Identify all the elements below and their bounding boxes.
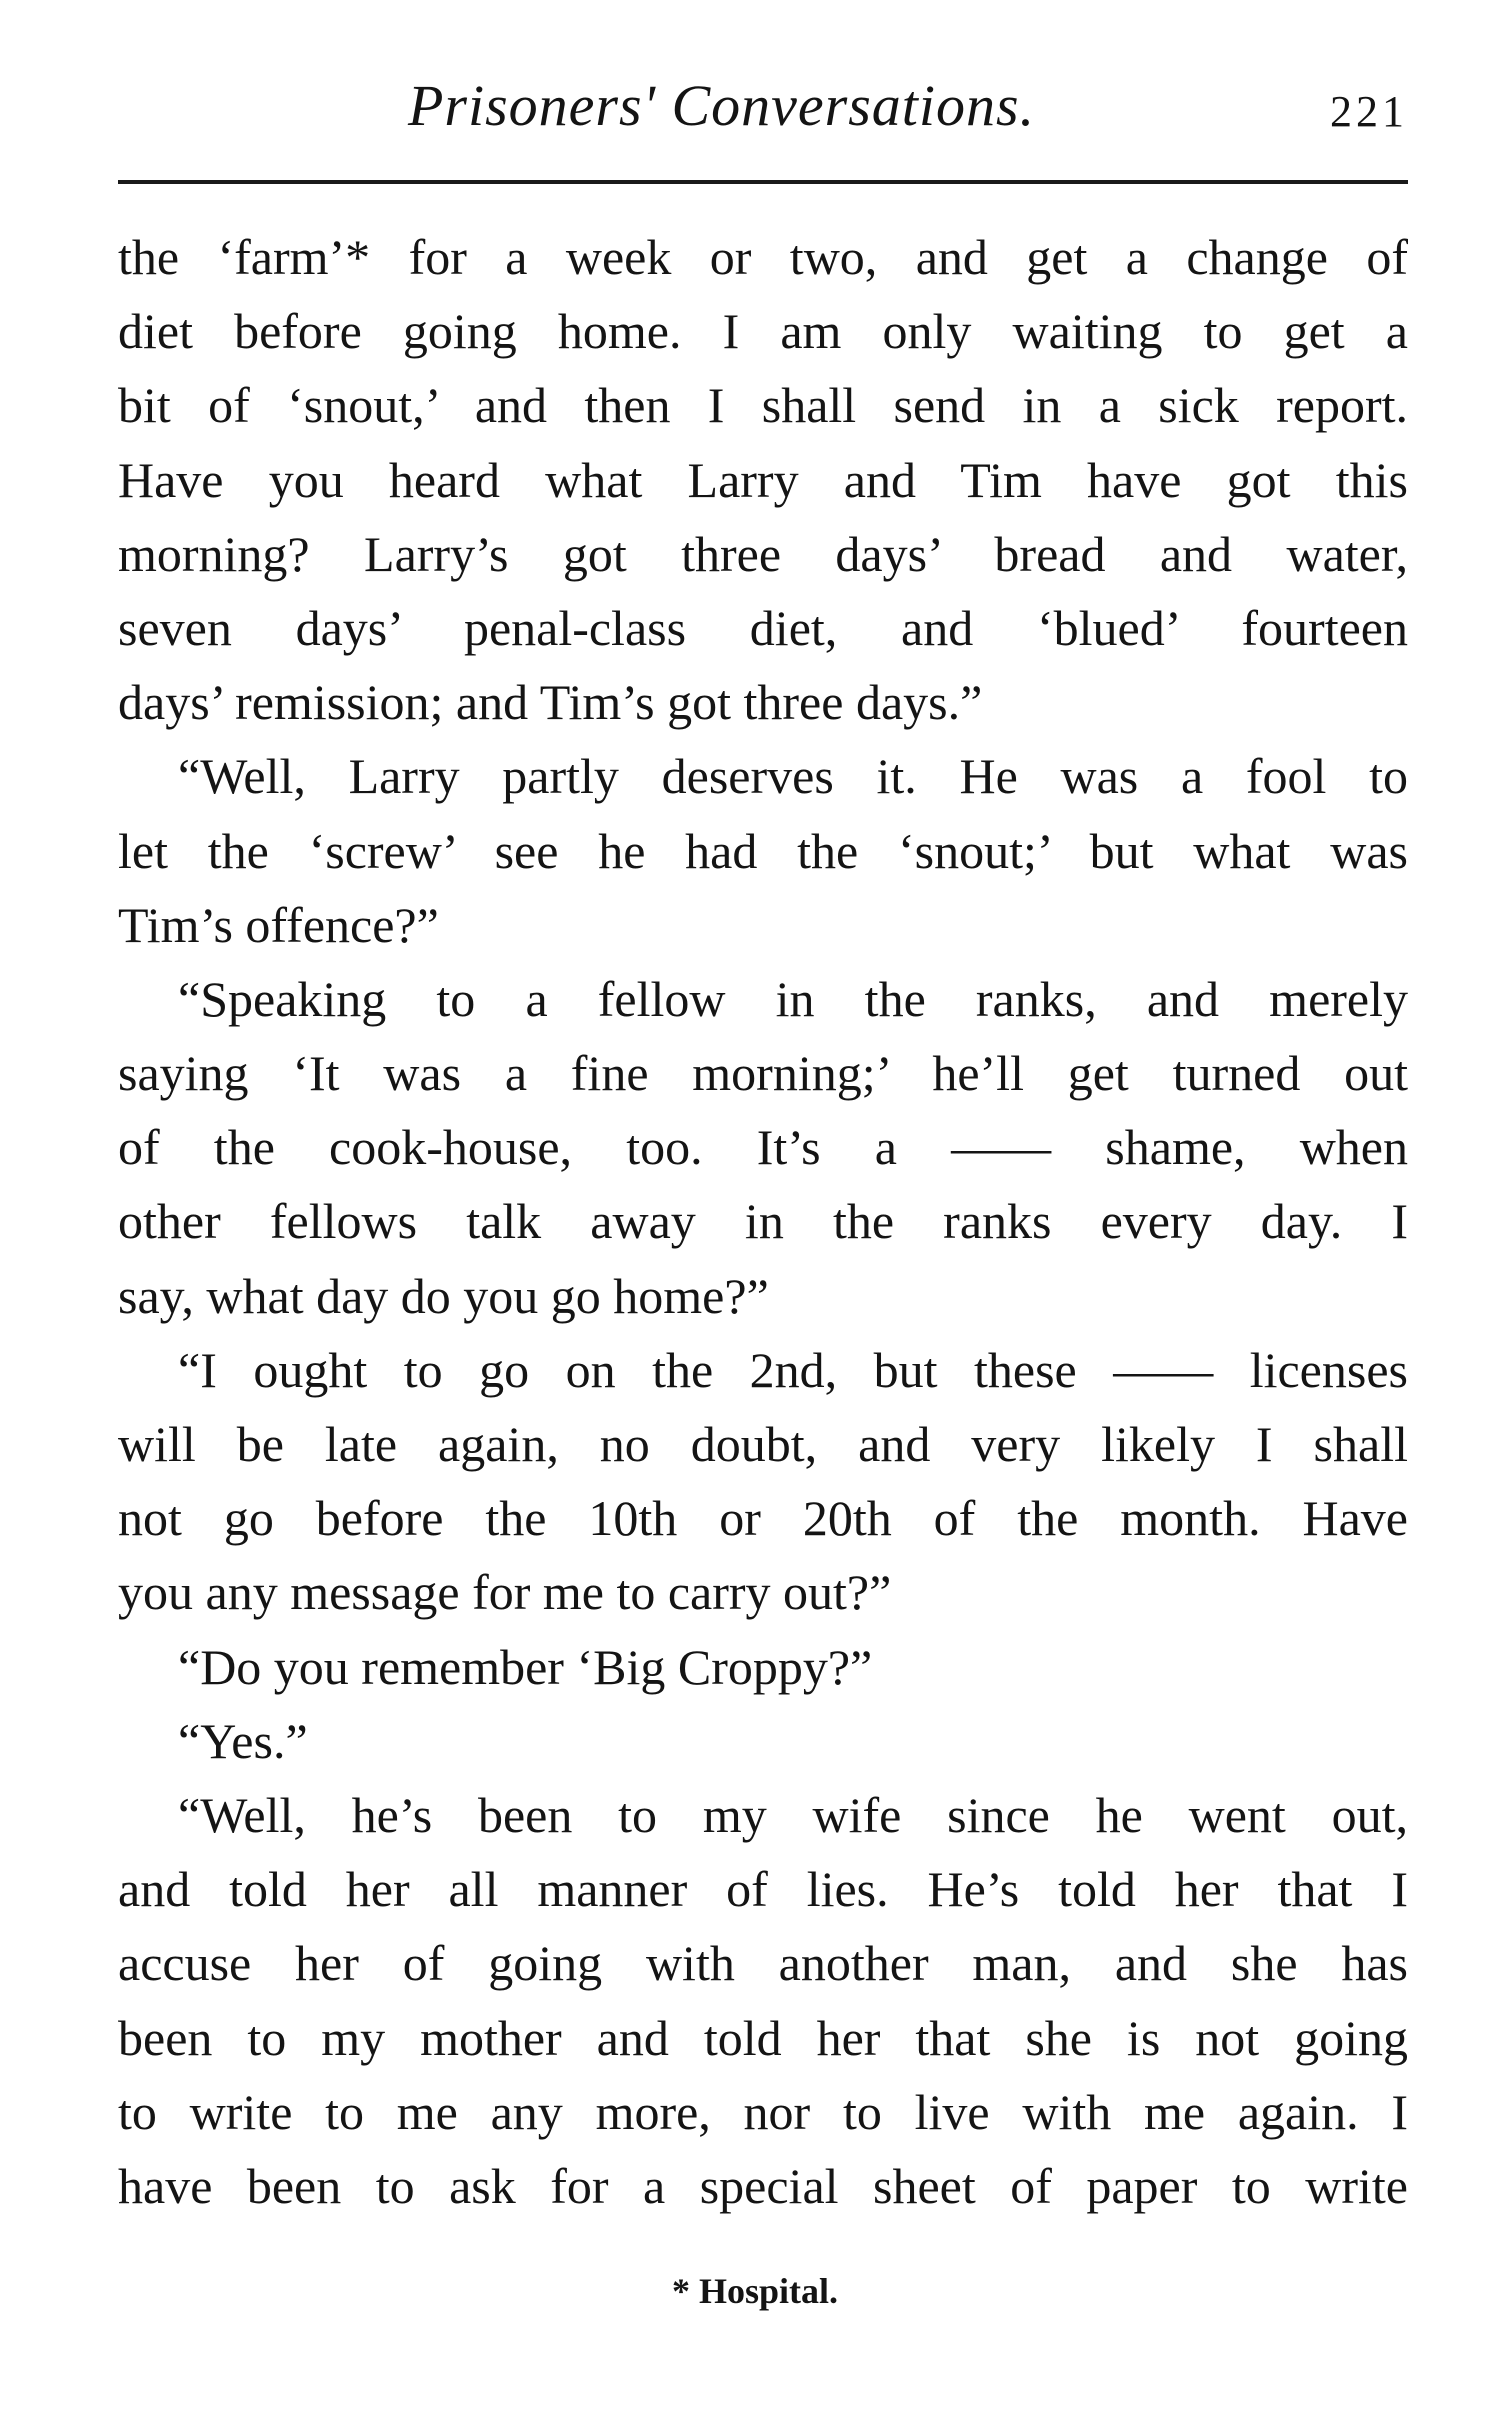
header-rule <box>118 180 1408 184</box>
text-line: Tim’s offence?” <box>118 896 439 953</box>
text-line: say, what day do you go home?” <box>118 1267 769 1324</box>
page-number: 221 <box>1330 87 1408 136</box>
text-line: will be late again, no doubt, and very likely I shall <box>118 1416 1408 1472</box>
text-line: diet before going home. I am only waiting to get a <box>118 303 1408 360</box>
text-line: to write to me any more, nor to live with me again. I <box>118 2083 1408 2140</box>
text-line: accuse her of going with another man, and she has <box>118 1935 1408 1992</box>
running-title: Prisoners' Conversations. <box>408 73 1036 138</box>
text-line: Have you heard what Larry and Tim have got this <box>118 451 1408 508</box>
text-line: not go before the 10th or 20th of the month. Have <box>118 1490 1408 1547</box>
text-line: seven days’ penal-class diet, and ‘blued’ fourteen <box>118 599 1408 656</box>
text-line: “Speaking to a fellow in the ranks, and merely <box>178 970 1408 1027</box>
footnote: * Hospital. <box>671 2271 839 2311</box>
text-line: morning? Larry’s got three days’ bread and water, <box>118 525 1408 582</box>
text-line: “I ought to go on the 2nd, but these —— licenses <box>178 1341 1408 1398</box>
text-line: of the cook-house, too. It’s a —— shame, when <box>118 1119 1408 1176</box>
text-line: “Yes.” <box>178 1712 308 1769</box>
text-line: “Do you remember ‘Big Croppy?” <box>178 1638 873 1695</box>
text-line: other fellows talk away in the ranks every day. I <box>118 1193 1408 1250</box>
body-text <box>118 220 1408 2223</box>
text-line: the ‘farm’* for a week or two, and get a change of <box>118 229 1408 285</box>
text-line: you any message for me to carry out?” <box>118 1564 892 1621</box>
text-line: days’ remission; and Tim’s got three days.” <box>118 674 983 731</box>
text-line: saying ‘It was a fine morning;’ he’ll get turned out <box>118 1045 1408 1102</box>
text-line: been to my mother and told her that she is not going <box>118 2009 1408 2066</box>
running-head <box>118 72 1408 152</box>
text-line: “Well, Larry partly deserves it. He was a fool to <box>178 748 1408 805</box>
text-line: bit of ‘snout,’ and then I shall send in a sick report. <box>118 377 1408 434</box>
text-line: and told her all manner of lies. He’s told her that I <box>118 1861 1408 1918</box>
text-line: let the ‘screw’ see he had the ‘snout;’ but what was <box>118 822 1408 879</box>
text-line: have been to ask for a special sheet of paper to write <box>118 2157 1408 2214</box>
text-line: “Well, he’s been to my wife since he went out, <box>178 1786 1408 1843</box>
